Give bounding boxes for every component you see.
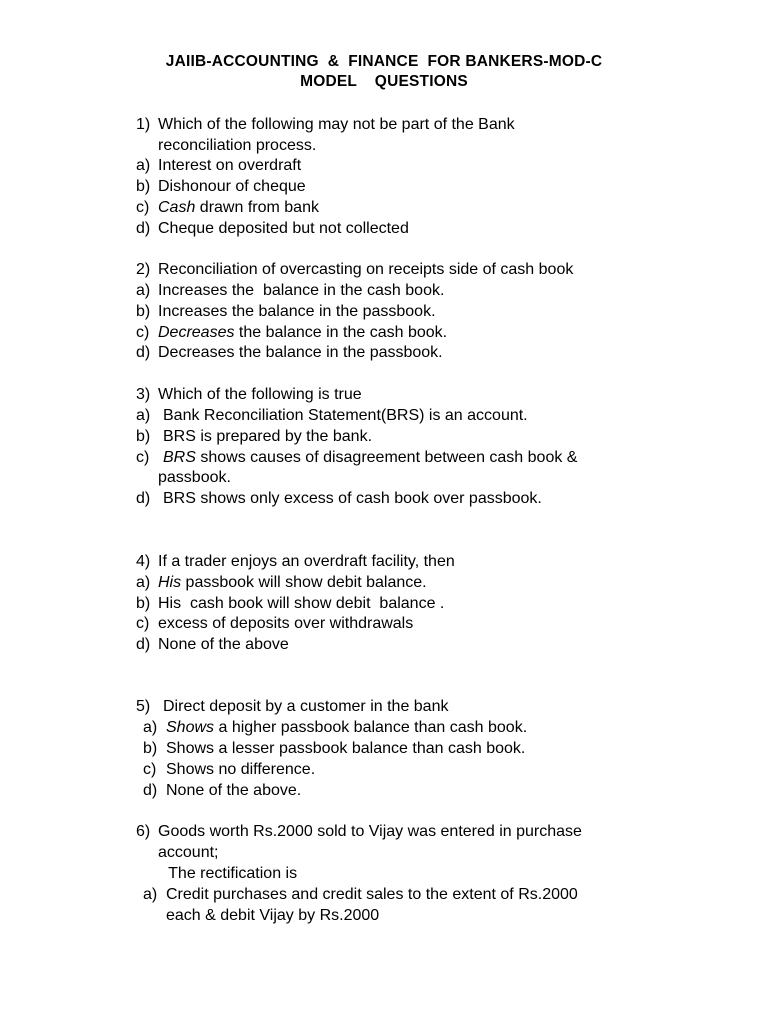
question-number: 2) (136, 261, 151, 278)
option-label: d) (143, 782, 158, 799)
option-text: BRS is prepared by the bank. (163, 428, 373, 445)
option-text: Interest on overdraft (158, 157, 302, 174)
question-text: Which of the following may not be part of the Bank (158, 116, 515, 133)
option-text: Increases the balance in the passbook. (158, 303, 436, 320)
option-label: c) (136, 615, 150, 632)
option-text (163, 448, 577, 468)
option-label: a) (136, 407, 151, 424)
option-emphasis: His (158, 574, 182, 591)
option-label: a) (136, 157, 151, 174)
question-text: Which of the following is true (158, 386, 362, 403)
option-label: c) (136, 324, 150, 341)
option-rest: drawn from bank (195, 199, 319, 216)
option-text-continued: passbook. (158, 469, 231, 486)
option-text (158, 573, 427, 593)
question-text: The rectification is (164, 865, 298, 882)
option-text: Increases the balance in the cash book. (158, 282, 445, 299)
option-text: excess of deposits over withdrawals (158, 615, 414, 632)
option-label: a) (143, 886, 158, 903)
option-text (158, 323, 447, 343)
option-text: None of the above (158, 636, 289, 653)
option-label: a) (136, 574, 151, 591)
option-label: b) (136, 428, 151, 445)
option-text (158, 198, 319, 218)
option-text: His cash book will show debit balance . (158, 595, 445, 612)
document-subtitle: MODEL QUESTIONS (300, 73, 468, 90)
option-label: b) (143, 740, 158, 757)
option-rest: passbook will show debit balance. (181, 574, 427, 591)
option-emphasis: Cash (158, 199, 196, 216)
option-label: b) (136, 595, 151, 612)
option-label: b) (136, 178, 151, 195)
question-number: 1) (136, 116, 151, 133)
question-text: Direct deposit by a customer in the bank (163, 698, 449, 715)
option-text-continued: each & debit Vijay by Rs.2000 (166, 907, 380, 924)
option-text: Decreases the balance in the passbook. (158, 344, 443, 361)
option-label: b) (136, 303, 151, 320)
option-label: a) (143, 719, 158, 736)
option-label: d) (136, 220, 151, 237)
option-label: d) (136, 490, 151, 507)
option-label: c) (136, 199, 150, 216)
option-text: Shows a lesser passbook balance than cash book. (166, 740, 526, 757)
option-text: Dishonour of cheque (158, 178, 306, 195)
question-text: reconciliation process. (158, 137, 317, 154)
document-title: JAIIB-ACCOUNTING & FINANCE FOR BANKERS-MOD-C (165, 53, 603, 70)
option-text: BRS shows only excess of cash book over passbook. (163, 490, 542, 507)
option-text: None of the above. (166, 782, 302, 799)
option-text (166, 718, 527, 738)
option-text: Bank Reconciliation Statement(BRS) is an account. (163, 407, 528, 424)
option-rest: the balance in the cash book. (234, 324, 448, 341)
option-emphasis: Decreases (158, 324, 235, 341)
question-number: 6) (136, 823, 151, 840)
option-text: Credit purchases and credit sales to the extent of Rs.2000 (166, 886, 578, 903)
option-rest: a higher passbook balance than cash book. (214, 719, 528, 736)
option-label: c) (136, 449, 150, 466)
option-text: Cheque deposited but not collected (158, 220, 409, 237)
option-label: a) (136, 282, 151, 299)
option-emphasis: BRS (163, 449, 196, 466)
question-text: account; (158, 844, 219, 861)
option-text: Shows no difference. (166, 761, 316, 778)
question-text: If a trader enjoys an overdraft facility, then (158, 553, 455, 570)
question-text: Goods worth Rs.2000 sold to Vijay was entered in purchase (158, 823, 582, 840)
option-emphasis: Shows (166, 719, 215, 736)
option-label: c) (143, 761, 157, 778)
option-rest: shows causes of disagreement between cash book & (195, 449, 578, 466)
option-label: d) (136, 636, 151, 653)
question-number: 4) (136, 553, 151, 570)
question-number: 5) (136, 698, 151, 715)
option-label: d) (136, 344, 151, 361)
question-text: Reconciliation of overcasting on receipts side of cash book (158, 261, 574, 278)
question-number: 3) (136, 386, 151, 403)
